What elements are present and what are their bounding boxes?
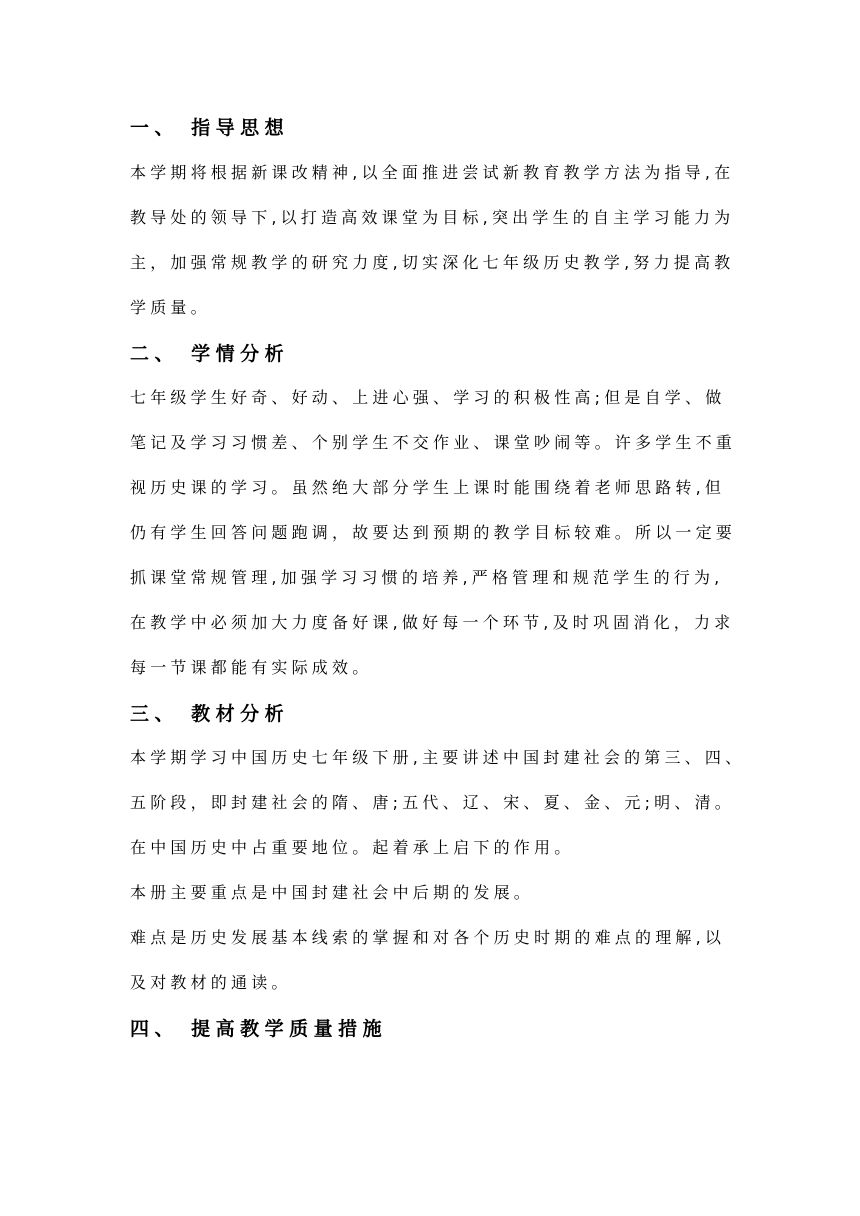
paragraph-line: 五阶段，即封建社会的隋、唐;五代、辽、宋、夏、金、元;明、清。 <box>130 793 735 812</box>
section-heading: 二、 学情分析 <box>130 343 290 365</box>
paragraph-line: 教导处的领导下,以打造高效课堂为目标,突出学生的自主学习能力为 <box>130 208 735 227</box>
section-heading: 四、 提高教学质量措施 <box>130 1018 388 1040</box>
paragraph-line: 学质量。 <box>130 298 211 317</box>
paragraph-line: 视历史课的学习。虽然绝大部分学生上课时能围绕着老师思路转,但 <box>130 478 726 497</box>
paragraph-line: 主，加强常规教学的研究力度,切实深化七年级历史教学,努力提高教 <box>130 253 735 272</box>
paragraph-line: 在中国历史中占重要地位。起着承上启下的作用。 <box>130 838 575 857</box>
paragraph-line: 难点是历史发展基本线索的掌握和对各个历史时期的难点的理解,以 <box>130 928 726 947</box>
paragraph-line: 七年级学生好奇、好动、上进心强、学习的积极性高;但是自学、做 <box>130 388 726 407</box>
paragraph-line: 本学期学习中国历史七年级下册,主要讲述中国封建社会的第三、四、 <box>130 748 746 767</box>
paragraph-line: 每一节课都能有实际成效。 <box>130 658 373 677</box>
paragraph-line: 在教学中必须加大力度备好课,做好每一个环节,及时巩固消化，力求 <box>130 613 735 632</box>
paragraph-line: 笔记及学习习惯差、个别学生不交作业、课堂吵闹等。许多学生不重 <box>130 433 737 452</box>
paragraph-line: 仍有学生回答问题跑调，故要达到预期的教学目标较难。所以一定要 <box>130 523 737 542</box>
paragraph-line: 本学期将根据新课改精神,以全面推进尝试新教育教学方法为指导,在 <box>130 163 735 182</box>
section-heading: 三、 教材分析 <box>130 703 290 725</box>
paragraph-line: 本册主要重点是中国封建社会中后期的发展。 <box>130 883 535 902</box>
paragraph-line: 及对教材的通读。 <box>130 973 292 992</box>
section-heading: 一、 指导思想 <box>130 117 290 139</box>
paragraph-line: 抓课堂常规管理,加强学习习惯的培养,严格管理和规范学生的行为, <box>130 568 724 587</box>
